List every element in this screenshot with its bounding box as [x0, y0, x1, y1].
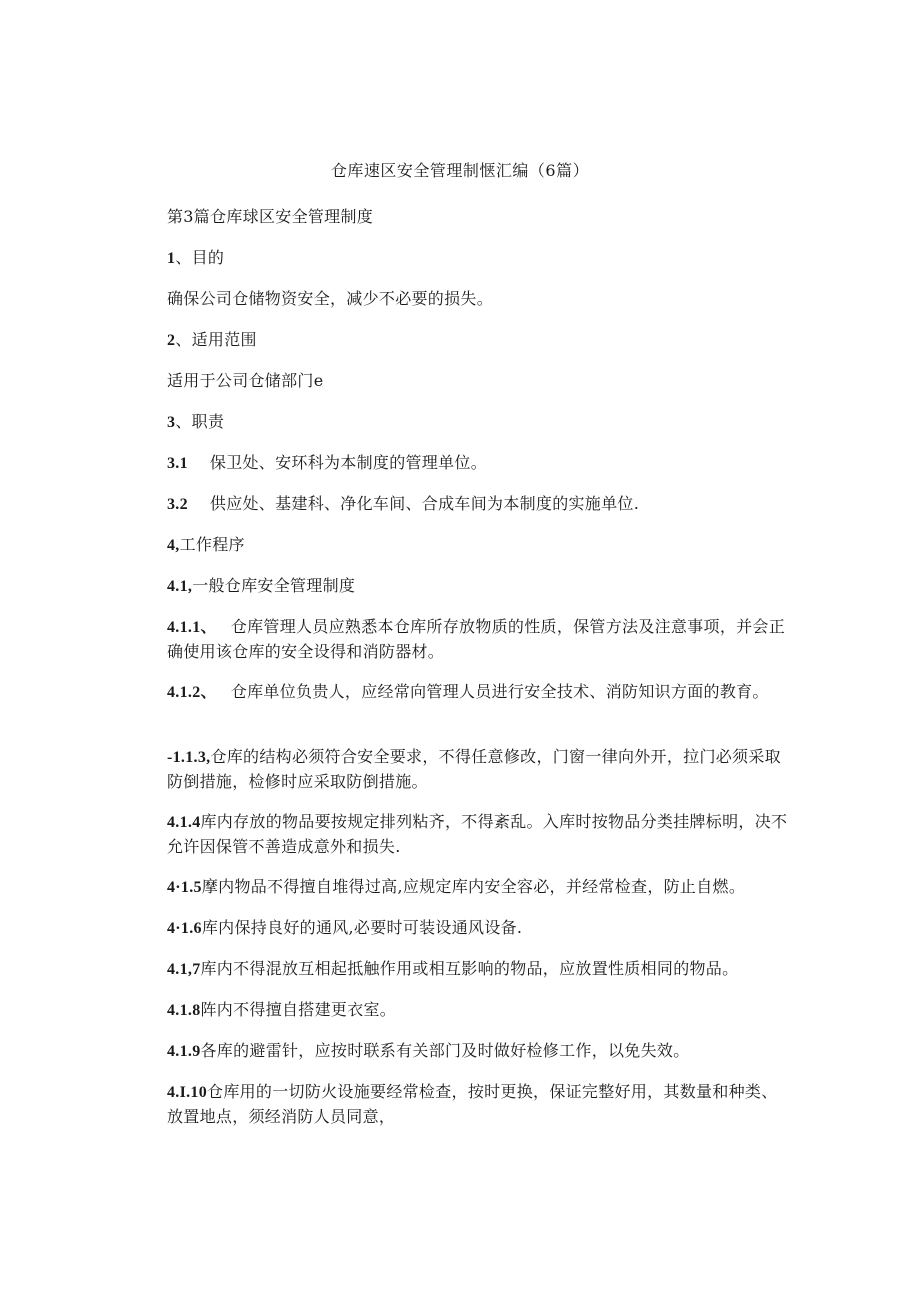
- section-title: 、职责: [175, 412, 225, 431]
- clause-number: -1.1.3,: [167, 749, 211, 766]
- chapter-heading: 第3篇仓库球区安全管理制度: [167, 207, 374, 226]
- clause-4-1-7: [167, 957, 792, 982]
- clause-number: 4.1,: [167, 578, 193, 595]
- clause-4-1-6: [167, 916, 792, 941]
- clause-4-1-1: [167, 615, 792, 664]
- clause-3-2: [167, 492, 792, 517]
- clause-4-1-8: [167, 998, 792, 1023]
- section-title: 、目的: [175, 248, 225, 267]
- clause-number: 3.2: [167, 496, 188, 513]
- clause-4-1-4: [167, 810, 792, 859]
- clause-text: 库内存放的物品要按规定排列粘齐，不得紊乱。入库时按物品分类挂牌标明，决不允许因保管不善造成意外和损失.: [167, 812, 788, 856]
- clause-3-1: [167, 451, 792, 476]
- section-number: 3: [167, 414, 176, 431]
- clause-text: 阵内不得擅自搭建更衣室。: [200, 1000, 397, 1019]
- clause-text: 仓库用的一切防火设施要经常检查，按时更换，保证完整好用，其数量和种类、放置地点，须经消防人员同意，: [167, 1082, 778, 1126]
- section-2-body: 适用于公司仓储部门e: [167, 371, 324, 390]
- clause-number: 4.1.2、: [167, 684, 217, 701]
- clause-text: 摩内物品不得擅自堆得过高,应规定库内安全容必，并经常检查，防止自燃。: [201, 877, 746, 896]
- clause-4-1-5: [167, 875, 792, 900]
- section-1-body: 确保公司仓储物资安全，减少不必要的损失。: [167, 289, 494, 308]
- clause-4-1: [167, 574, 792, 599]
- section-title: 工作程序: [179, 535, 245, 554]
- clause-number: 4.1.1、: [167, 619, 217, 636]
- document-title: 仓库速区安全管理制惬汇编（6篇）: [330, 161, 590, 180]
- section-3-heading: [167, 410, 792, 435]
- section-number: 1: [167, 250, 176, 267]
- clause-text: 仓库单位负贵人，应经常向管理人员进行安全技术、消防知识方面的教育。: [230, 682, 769, 701]
- clause-number: 4.1.8: [167, 1002, 201, 1019]
- clause-4-1-10: [167, 1080, 792, 1129]
- clause-text: 一般仓库安全管理制度: [192, 576, 356, 595]
- clause-text: 仓库的结构必须符合安全要求，不得任意修改，门窗一律向外开，拉门必须采取防倒措施，检修时应采取防倒措施。: [167, 747, 781, 791]
- clause-number: 4.1.9: [167, 1043, 201, 1060]
- clause-text: 供应处、基建科、净化车间、合成车间为本制度的实施单位.: [209, 494, 640, 513]
- section-title: 、适用范围: [175, 330, 257, 349]
- section-number: 2: [167, 332, 176, 349]
- clause-text: 库内不得混放互相起抵触作用或相互影响的物品，应放置性质相同的物品。: [200, 959, 739, 978]
- clause-number: 4·1.6: [167, 920, 202, 937]
- clause-text: 仓库管理人员应熟悉本仓库所存放物质的性质，保管方法及注意事项，并会正确使用该仓库的安全设得和消防器材。: [167, 617, 786, 661]
- section-4-heading: [167, 533, 792, 558]
- clause-4-1-2: [167, 680, 792, 705]
- clause-number: 4.I.10: [167, 1084, 208, 1101]
- clause-text: 库内保持良好的通风,必要时可装设通风设备.: [201, 918, 523, 937]
- clause-number: 3.1: [167, 455, 188, 472]
- clause-number: 4·1.5: [167, 879, 202, 896]
- clause-4-1-3: [167, 745, 792, 794]
- clause-number: 4.1.4: [167, 814, 201, 831]
- clause-4-1-9: [167, 1039, 792, 1064]
- clause-text: 各库的避雷针，应按时联系有关部门及时做好检修工作，以免失效。: [200, 1041, 690, 1060]
- section-2-heading: [167, 328, 792, 353]
- section-1-heading: [167, 246, 792, 271]
- section-number: 4,: [167, 537, 180, 554]
- clause-text: 保卫处、安环科为本制度的管理单位。: [209, 453, 488, 472]
- clause-number: 4.1,7: [167, 961, 201, 978]
